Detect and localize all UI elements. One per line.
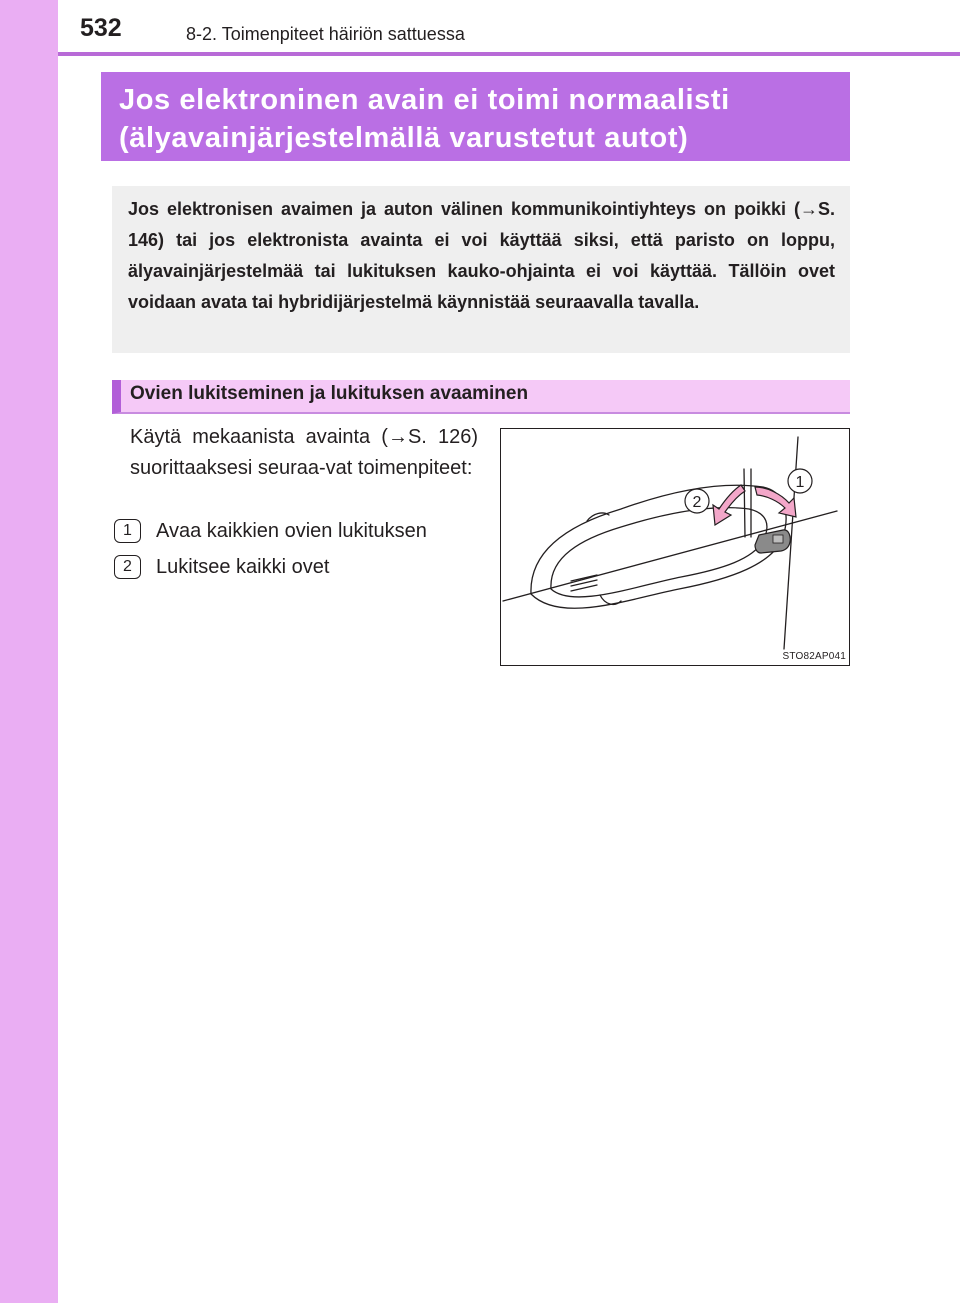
handle-slot xyxy=(571,575,597,581)
callout-1-label: 1 xyxy=(795,474,805,491)
door-body-line xyxy=(503,511,837,601)
unlock-arrow-icon xyxy=(755,487,796,517)
intro-text: Jos elektronisen avaimen ja auton välinen kommunikointiyhteys on poikki (→S. 146) tai jos elektronista avainta ei voi käyttää siksi, että paristo on loppu, älyavainjärjestelmää tai lukituksen kauko-ohjainta ei voi käyttää. Tällöin ovet voidaan avata tai hybridijärjestelmä käynnistää seuraavalla tavalla. xyxy=(128,199,835,312)
key-cylinder xyxy=(755,530,790,553)
main-title-line-1: Jos elektroninen avain ei toimi normaalisti xyxy=(119,84,730,116)
main-title-box xyxy=(101,72,850,161)
callout-2-label: 2 xyxy=(692,494,702,511)
handle-detail xyxy=(600,595,621,604)
main-title-line-2: (älyavainjärjestelmällä varustetut autot) xyxy=(119,122,689,154)
figure-code: STO82AP041 xyxy=(782,651,846,662)
subsection-heading: Ovien lukitseminen ja lukituksen avaaminen xyxy=(112,380,850,414)
door-handle-illustration xyxy=(500,428,850,666)
side-color-strip xyxy=(0,0,58,1303)
section-title: 8-2. Toimenpiteet häiriön sattuessa xyxy=(186,24,465,44)
lock-arrow-icon xyxy=(713,485,745,525)
step-number-badge: 2 xyxy=(114,555,141,579)
step-number-badge: 1 xyxy=(114,519,141,543)
body-paragraph: Käytä mekaanista avainta (→S. 126) suorittaaksesi seuraa-vat toimenpiteet: xyxy=(130,426,478,479)
door-handle-drawing xyxy=(501,429,849,665)
intro-box xyxy=(112,186,850,353)
handle-slot xyxy=(571,580,597,586)
step-label: Lukitsee kaikki ovet xyxy=(156,556,330,578)
header-rule xyxy=(58,52,960,56)
key-shaft-line xyxy=(744,469,745,537)
step-label: Avaa kaikkien ovien lukituksen xyxy=(156,520,427,542)
handle-slot xyxy=(571,585,597,591)
handle-recess-outline xyxy=(531,485,786,608)
page-number: 532 xyxy=(80,14,122,42)
